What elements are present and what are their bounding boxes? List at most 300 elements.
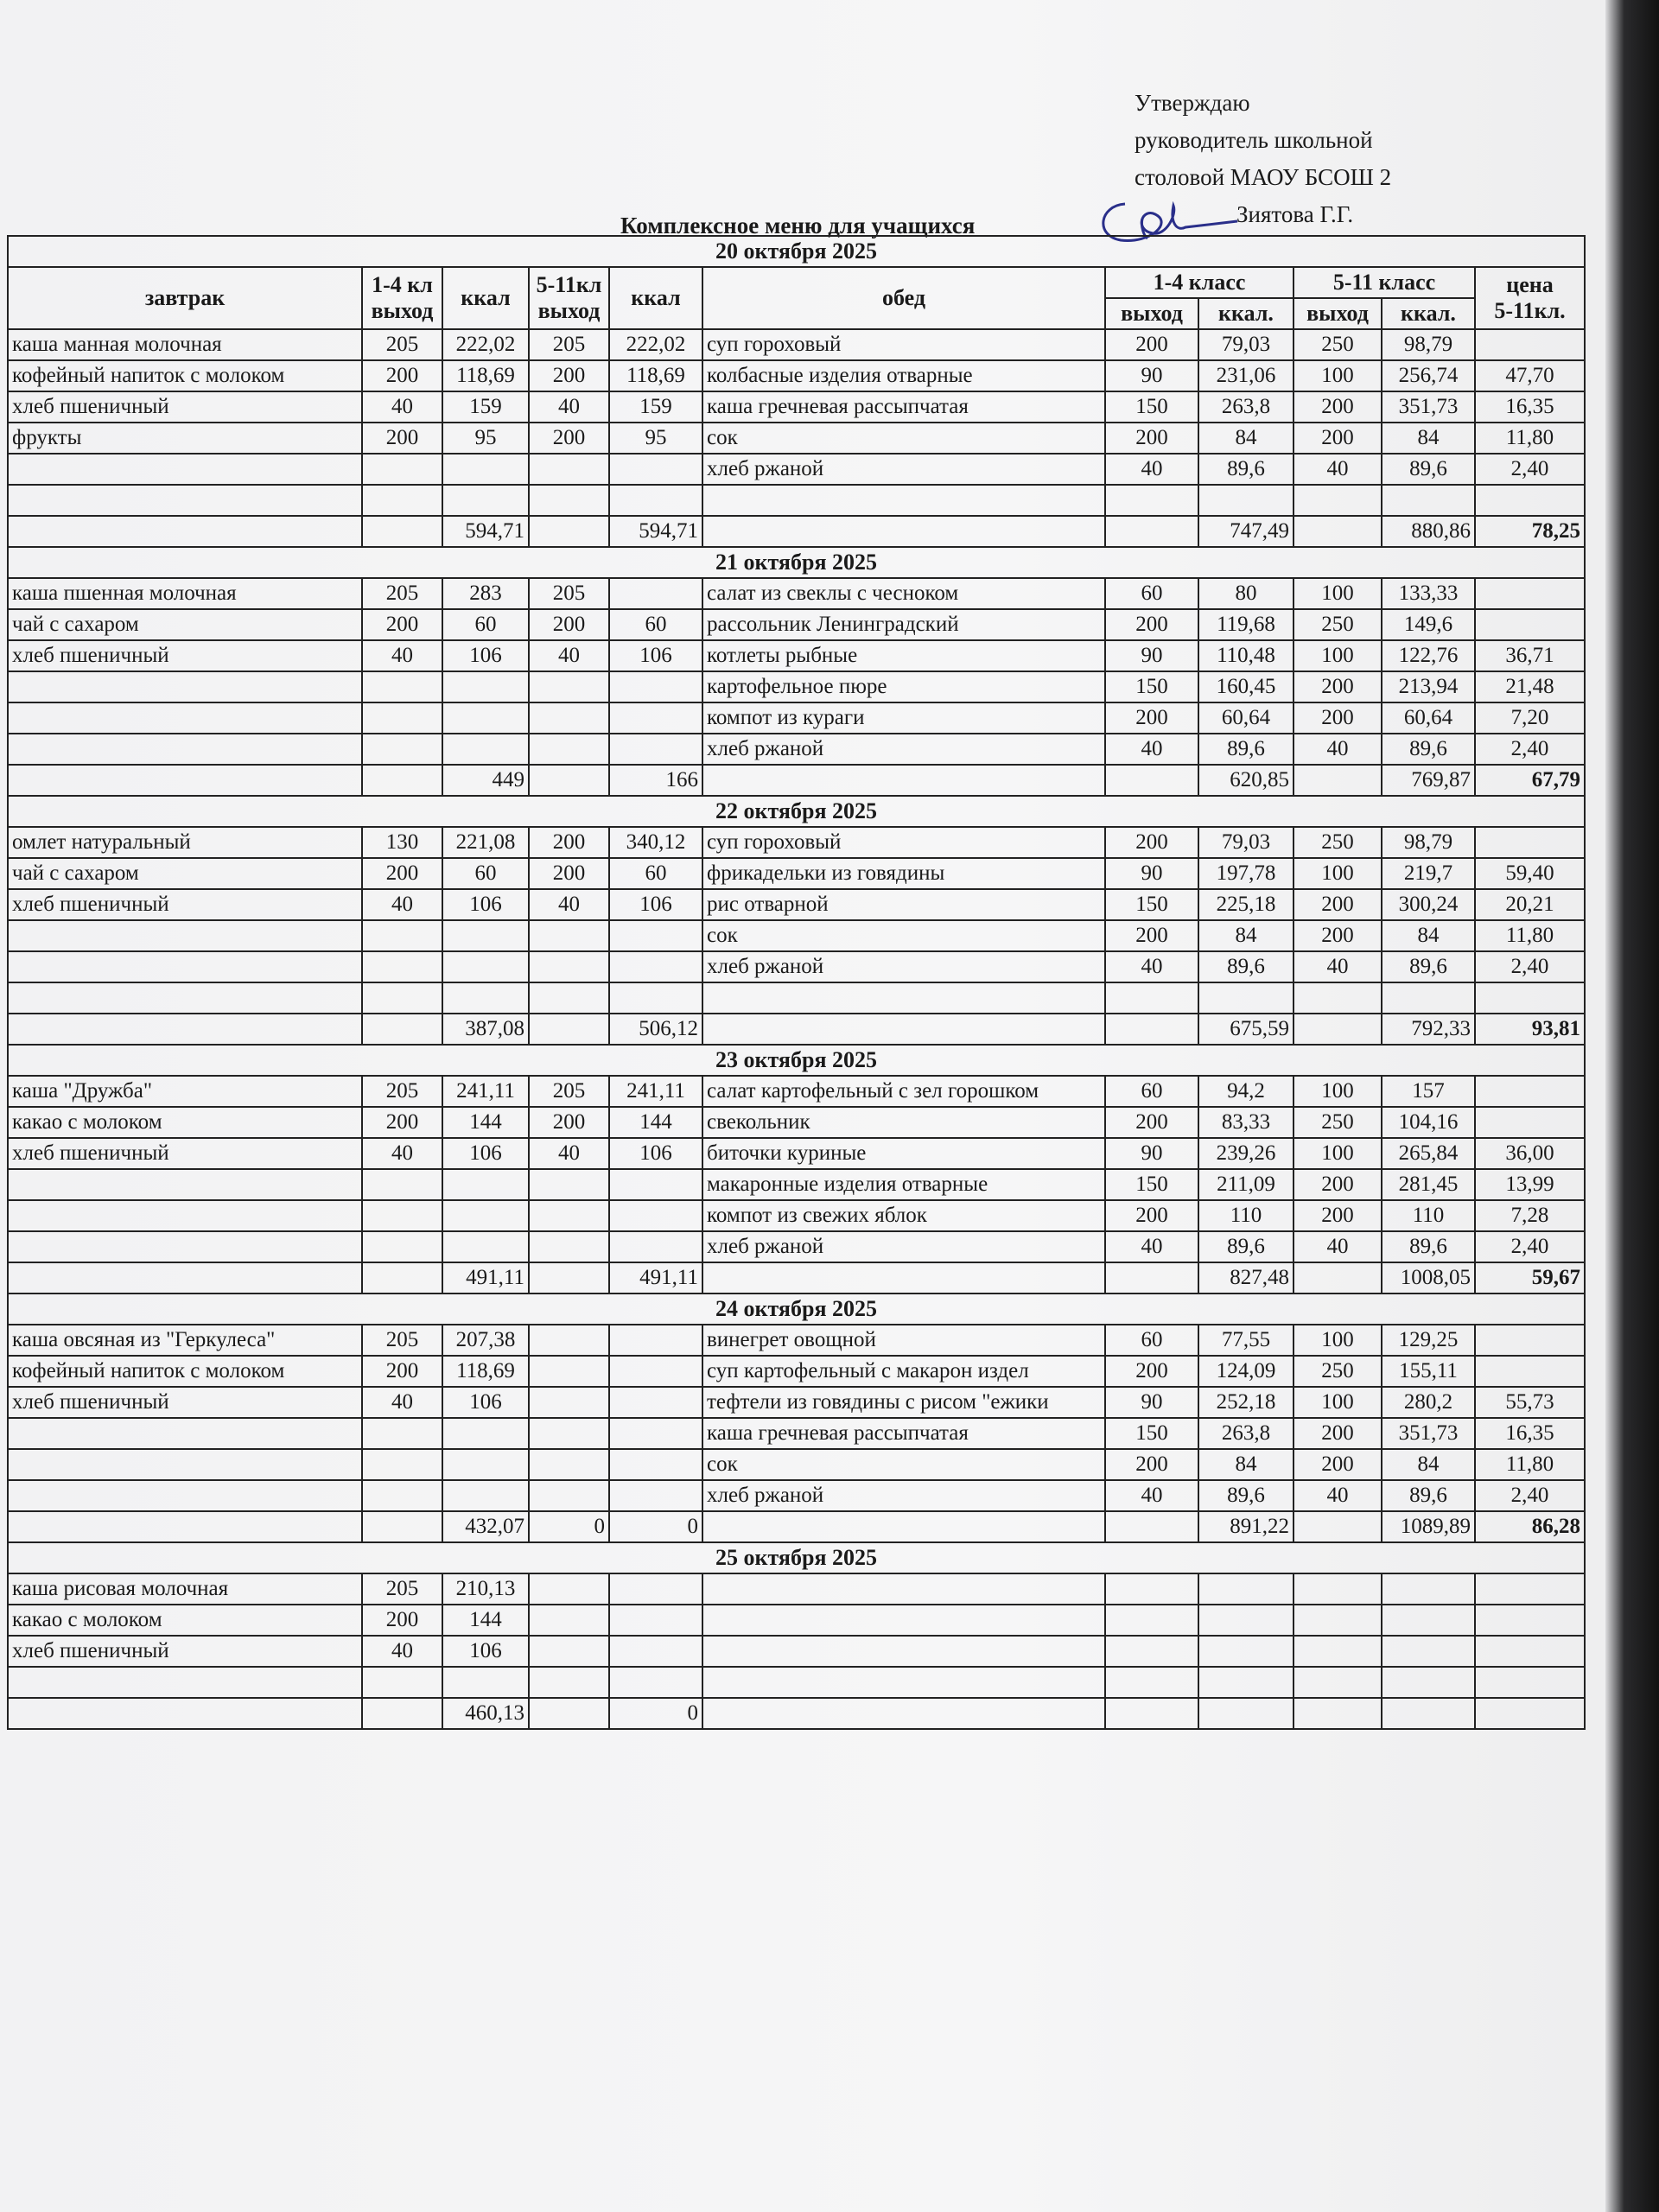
table-cell: хлеб ржаной [702, 1231, 1105, 1262]
table-cell: 90 [1105, 1387, 1198, 1418]
total-cell: 491,11 [442, 1262, 529, 1294]
table-cell: 200 [1294, 1169, 1382, 1200]
table-cell [1475, 578, 1585, 609]
table-cell: 159 [609, 391, 702, 423]
table-cell [702, 1636, 1105, 1667]
table-cell: 60 [1105, 1325, 1198, 1356]
table-cell: 98,79 [1382, 827, 1475, 858]
table-cell [529, 920, 609, 951]
table-cell: 200 [1105, 702, 1198, 734]
header-breakfast: завтрак [8, 267, 362, 329]
total-cell [1105, 1698, 1198, 1729]
table-row [8, 889, 1585, 920]
table-cell [529, 1387, 609, 1418]
table-cell [529, 1200, 609, 1231]
total-cell [702, 1698, 1105, 1729]
table-cell [442, 1480, 529, 1511]
table-cell [1475, 329, 1585, 360]
table-cell [1475, 1667, 1585, 1698]
table-row [8, 485, 1585, 516]
total-row [8, 1014, 1585, 1045]
total-cell: 93,81 [1475, 1014, 1585, 1045]
total-cell: 769,87 [1382, 765, 1475, 796]
date-row [8, 1294, 1585, 1325]
table-cell [1198, 1667, 1294, 1698]
table-cell: 7,20 [1475, 702, 1585, 734]
date-cell: 24 октября 2025 [8, 1294, 1585, 1325]
table-cell: 122,76 [1382, 640, 1475, 671]
table-cell: колбасные изделия отварные [702, 360, 1105, 391]
table-cell [529, 1231, 609, 1262]
table-row [8, 1636, 1585, 1667]
table-cell [529, 1325, 609, 1356]
total-cell [702, 516, 1105, 547]
table-cell: какао с молоком [8, 1107, 362, 1138]
table-cell: 100 [1294, 578, 1382, 609]
total-cell [1475, 1698, 1585, 1729]
table-cell: 100 [1294, 640, 1382, 671]
table-row [8, 1449, 1585, 1480]
table-cell [8, 702, 362, 734]
header-class-5-11: 5-11 класс [1294, 267, 1475, 298]
table-cell: 2,40 [1475, 734, 1585, 765]
table-cell: 200 [1294, 889, 1382, 920]
table-cell: 159 [442, 391, 529, 423]
total-cell: 675,59 [1198, 1014, 1294, 1045]
table-cell: 213,94 [1382, 671, 1475, 702]
table-cell [1198, 1573, 1294, 1605]
table-cell: 40 [1105, 454, 1198, 485]
table-row [8, 1387, 1585, 1418]
table-cell: 40 [529, 391, 609, 423]
table-cell: 250 [1294, 609, 1382, 640]
total-cell [1105, 516, 1198, 547]
table-cell: биточки куриные [702, 1138, 1105, 1169]
total-cell: 594,71 [609, 516, 702, 547]
table-cell [1198, 1605, 1294, 1636]
total-cell [8, 765, 362, 796]
table-cell: 55,73 [1475, 1387, 1585, 1418]
table-row [8, 702, 1585, 734]
header-class-1-4: 1-4 класс [1105, 267, 1294, 298]
table-cell: 106 [609, 889, 702, 920]
table-row [8, 827, 1585, 858]
table-cell: 200 [1105, 1356, 1198, 1387]
table-cell [529, 702, 609, 734]
table-cell: 89,6 [1382, 454, 1475, 485]
table-cell [1198, 485, 1294, 516]
table-cell: 84 [1382, 920, 1475, 951]
total-cell: 432,07 [442, 1511, 529, 1542]
table-cell: омлет натуральный [8, 827, 362, 858]
table-cell: 118,69 [442, 360, 529, 391]
table-cell: 36,00 [1475, 1138, 1585, 1169]
table-cell [609, 1573, 702, 1605]
table-cell: 200 [529, 1107, 609, 1138]
table-cell: кофейный напиток с молоком [8, 360, 362, 391]
table-cell [529, 1480, 609, 1511]
table-cell: салат картофельный с зел горошком [702, 1076, 1105, 1107]
total-cell: 491,11 [609, 1262, 702, 1294]
table-row [8, 1605, 1585, 1636]
table-cell: 300,24 [1382, 889, 1475, 920]
table-cell [609, 1636, 702, 1667]
table-cell [609, 1169, 702, 1200]
table-row [8, 1200, 1585, 1231]
total-cell [702, 765, 1105, 796]
table-cell: 200 [1105, 1200, 1198, 1231]
table-cell: 200 [362, 1605, 442, 1636]
table-cell: каша "Дружба" [8, 1076, 362, 1107]
table-cell: тефтели из говядины с рисом "ежики [702, 1387, 1105, 1418]
table-cell: 2,40 [1475, 1480, 1585, 1511]
total-cell: 880,86 [1382, 516, 1475, 547]
table-cell [1105, 1667, 1198, 1698]
table-cell: рис отварной [702, 889, 1105, 920]
table-cell: свекольник [702, 1107, 1105, 1138]
header-lunch: обед [702, 267, 1105, 329]
table-cell: 84 [1198, 1449, 1294, 1480]
total-cell [8, 516, 362, 547]
table-cell [8, 1667, 362, 1698]
table-cell [362, 485, 442, 516]
table-cell: 100 [1294, 858, 1382, 889]
table-cell [1294, 485, 1382, 516]
table-cell: фрукты [8, 423, 362, 454]
table-cell: компот из кураги [702, 702, 1105, 734]
table-row [8, 329, 1585, 360]
table-cell [1475, 1325, 1585, 1356]
table-cell [609, 1480, 702, 1511]
table-cell: 250 [1294, 827, 1382, 858]
table-cell: 40 [1294, 951, 1382, 982]
table-row [8, 391, 1585, 423]
table-row [8, 1169, 1585, 1200]
total-cell [1294, 1698, 1382, 1729]
table-cell [529, 951, 609, 982]
total-cell [1105, 1511, 1198, 1542]
table-cell: 205 [362, 1325, 442, 1356]
table-cell: макаронные изделия отварные [702, 1169, 1105, 1200]
table-cell: 197,78 [1198, 858, 1294, 889]
table-cell [1294, 982, 1382, 1014]
header-g511-out: 5-11кл выход [529, 267, 609, 329]
table-cell [1475, 1573, 1585, 1605]
total-cell [1105, 765, 1198, 796]
table-cell: 351,73 [1382, 391, 1475, 423]
total-cell: 0 [529, 1511, 609, 1542]
table-cell: 100 [1294, 1076, 1382, 1107]
table-cell: 200 [362, 858, 442, 889]
table-cell: 222,02 [442, 329, 529, 360]
table-cell [1382, 1573, 1475, 1605]
table-cell [442, 454, 529, 485]
header-subcell: ккал. [1382, 298, 1475, 329]
total-cell [8, 1698, 362, 1729]
table-cell: хлеб ржаной [702, 734, 1105, 765]
table-row [8, 1138, 1585, 1169]
table-cell [8, 485, 362, 516]
total-cell [1294, 1262, 1382, 1294]
table-cell [1294, 1605, 1382, 1636]
table-cell: 205 [529, 1076, 609, 1107]
total-cell: 827,48 [1198, 1262, 1294, 1294]
table-cell: 40 [529, 640, 609, 671]
table-cell: 40 [362, 391, 442, 423]
table-cell: 200 [1294, 920, 1382, 951]
table-cell [609, 1200, 702, 1231]
table-cell: 47,70 [1475, 360, 1585, 391]
table-cell: винегрет овощной [702, 1325, 1105, 1356]
table-row [8, 578, 1585, 609]
table-cell [442, 920, 529, 951]
table-cell [529, 671, 609, 702]
table-row [8, 1573, 1585, 1605]
table-cell: 281,45 [1382, 1169, 1475, 1200]
table-cell: 160,45 [1198, 671, 1294, 702]
date-cell: 23 октября 2025 [8, 1045, 1585, 1076]
table-cell [609, 1231, 702, 1262]
table-cell [1294, 1573, 1382, 1605]
table-cell: 40 [1105, 734, 1198, 765]
date-cell: 20 октября 2025 [8, 236, 1585, 267]
table-cell: 133,33 [1382, 578, 1475, 609]
table-cell: 79,03 [1198, 329, 1294, 360]
date-row [8, 796, 1585, 827]
table-cell: 205 [529, 578, 609, 609]
table-cell: 205 [362, 578, 442, 609]
table-cell: 60,64 [1382, 702, 1475, 734]
table-cell [529, 1418, 609, 1449]
table-cell [609, 1605, 702, 1636]
table-cell: 210,13 [442, 1573, 529, 1605]
total-cell: 166 [609, 765, 702, 796]
table-cell: 59,40 [1475, 858, 1585, 889]
table-cell [609, 702, 702, 734]
table-cell [1475, 1076, 1585, 1107]
table-row [8, 1418, 1585, 1449]
table-cell: 40 [1105, 1480, 1198, 1511]
total-row [8, 1511, 1585, 1542]
table-cell: 205 [362, 1076, 442, 1107]
table-cell: 98,79 [1382, 329, 1475, 360]
table-cell: 16,35 [1475, 1418, 1585, 1449]
total-cell [1294, 1511, 1382, 1542]
table-cell: 2,40 [1475, 1231, 1585, 1262]
total-cell: 747,49 [1198, 516, 1294, 547]
total-cell [529, 1014, 609, 1045]
table-cell: 205 [529, 329, 609, 360]
table-cell [8, 1200, 362, 1231]
table-cell: 40 [362, 1387, 442, 1418]
table-cell [1475, 982, 1585, 1014]
table-cell: 94,2 [1198, 1076, 1294, 1107]
total-cell: 67,79 [1475, 765, 1585, 796]
table-cell: 155,11 [1382, 1356, 1475, 1387]
table-cell: 200 [362, 423, 442, 454]
table-cell: 150 [1105, 889, 1198, 920]
table-cell [442, 702, 529, 734]
table-cell: 149,6 [1382, 609, 1475, 640]
total-cell [1294, 516, 1382, 547]
table-cell: 252,18 [1198, 1387, 1294, 1418]
table-cell: хлеб пшеничный [8, 391, 362, 423]
table-cell [8, 1480, 362, 1511]
table-cell: 124,09 [1198, 1356, 1294, 1387]
table-cell: 118,69 [442, 1356, 529, 1387]
table-cell [609, 734, 702, 765]
table-cell: 200 [1294, 671, 1382, 702]
table-cell: 60 [442, 609, 529, 640]
table-cell [8, 1418, 362, 1449]
header-price: цена 5-11кл. [1475, 267, 1585, 329]
table-cell [8, 920, 362, 951]
table-cell: 239,26 [1198, 1138, 1294, 1169]
table-cell: 250 [1294, 1356, 1382, 1387]
table-cell [1382, 1605, 1475, 1636]
table-row [8, 951, 1585, 982]
total-cell [702, 1511, 1105, 1542]
table-cell [529, 1605, 609, 1636]
table-cell: 95 [609, 423, 702, 454]
date-cell: 22 октября 2025 [8, 796, 1585, 827]
date-cell: 21 октября 2025 [8, 547, 1585, 578]
date-cell: 25 октября 2025 [8, 1542, 1585, 1573]
table-cell: 36,71 [1475, 640, 1585, 671]
table-cell: 200 [529, 827, 609, 858]
table-cell: 106 [442, 1387, 529, 1418]
table-row [8, 1076, 1585, 1107]
table-cell: 100 [1294, 1138, 1382, 1169]
table-cell: 110 [1382, 1200, 1475, 1231]
table-cell: 40 [362, 1138, 442, 1169]
total-row [8, 765, 1585, 796]
table-cell [8, 1169, 362, 1200]
table-cell: 280,2 [1382, 1387, 1475, 1418]
table-cell: 60 [609, 609, 702, 640]
header-subcell: ккал. [1198, 298, 1294, 329]
table-cell: суп картофельный с макарон издел [702, 1356, 1105, 1387]
table-row [8, 360, 1585, 391]
table-cell: 200 [529, 423, 609, 454]
table-cell [1105, 1605, 1198, 1636]
table-cell [442, 1418, 529, 1449]
table-cell: 83,33 [1198, 1107, 1294, 1138]
header-subcell: выход [1294, 298, 1382, 329]
table-cell: 106 [442, 1636, 529, 1667]
total-cell [1294, 765, 1382, 796]
table-cell [609, 982, 702, 1014]
total-cell [362, 1014, 442, 1045]
table-cell [609, 1418, 702, 1449]
total-cell [8, 1511, 362, 1542]
table-cell [609, 1325, 702, 1356]
table-cell [609, 1387, 702, 1418]
table-cell: 90 [1105, 360, 1198, 391]
table-cell: 40 [529, 889, 609, 920]
total-cell [1198, 1698, 1294, 1729]
total-cell [529, 1262, 609, 1294]
table-cell: 119,68 [1198, 609, 1294, 640]
table-cell [609, 920, 702, 951]
table-cell: суп гороховый [702, 827, 1105, 858]
table-cell: 60,64 [1198, 702, 1294, 734]
table-cell: фрикадельки из говядины [702, 858, 1105, 889]
total-cell [362, 516, 442, 547]
table-row [8, 423, 1585, 454]
table-cell [8, 671, 362, 702]
table-cell: 340,12 [609, 827, 702, 858]
table-cell: 89,6 [1382, 1231, 1475, 1262]
table-cell: 130 [362, 827, 442, 858]
table-cell: 250 [1294, 1107, 1382, 1138]
table-row [8, 1231, 1585, 1262]
table-cell [529, 1169, 609, 1200]
table-cell: 60 [442, 858, 529, 889]
table-cell: 263,8 [1198, 1418, 1294, 1449]
header-row [8, 267, 1585, 298]
table-cell [362, 1449, 442, 1480]
table-cell: 150 [1105, 1169, 1198, 1200]
table-cell: 118,69 [609, 360, 702, 391]
table-cell: 200 [1294, 423, 1382, 454]
table-cell: 211,09 [1198, 1169, 1294, 1200]
table-cell: 207,38 [442, 1325, 529, 1356]
table-cell: 106 [442, 1138, 529, 1169]
table-cell: 200 [1105, 1107, 1198, 1138]
table-cell: 7,28 [1475, 1200, 1585, 1231]
table-cell: 219,7 [1382, 858, 1475, 889]
table-cell [8, 734, 362, 765]
table-cell: 20,21 [1475, 889, 1585, 920]
table-cell: 241,11 [442, 1076, 529, 1107]
table-cell: 351,73 [1382, 1418, 1475, 1449]
table-row [8, 858, 1585, 889]
table-cell: 11,80 [1475, 920, 1585, 951]
table-cell: 90 [1105, 640, 1198, 671]
table-cell: 200 [1294, 1200, 1382, 1231]
table-cell [609, 1356, 702, 1387]
table-cell: 104,16 [1382, 1107, 1475, 1138]
total-cell: 59,67 [1475, 1262, 1585, 1294]
table-cell: каша манная молочная [8, 329, 362, 360]
table-cell: 200 [1105, 1449, 1198, 1480]
table-cell: 265,84 [1382, 1138, 1475, 1169]
table-cell: салат из свеклы с чесноком [702, 578, 1105, 609]
table-cell [1105, 1573, 1198, 1605]
table-cell [529, 982, 609, 1014]
table-cell: каша гречневая рассыпчатая [702, 1418, 1105, 1449]
table-cell: 2,40 [1475, 454, 1585, 485]
table-row [8, 640, 1585, 671]
table-cell: 150 [1105, 1418, 1198, 1449]
table-cell: 100 [1294, 1387, 1382, 1418]
table-cell [529, 454, 609, 485]
table-cell [442, 1667, 529, 1698]
table-cell [362, 920, 442, 951]
total-cell: 0 [609, 1511, 702, 1542]
table-cell: 84 [1382, 1449, 1475, 1480]
table-cell: 283 [442, 578, 529, 609]
table-cell [1382, 1636, 1475, 1667]
table-cell: 250 [1294, 329, 1382, 360]
table-cell: каша овсяная из "Геркулеса" [8, 1325, 362, 1356]
table-cell: 200 [362, 1107, 442, 1138]
table-cell: 89,6 [1198, 734, 1294, 765]
date-row [8, 547, 1585, 578]
table-cell: 106 [442, 640, 529, 671]
table-cell: 40 [362, 1636, 442, 1667]
